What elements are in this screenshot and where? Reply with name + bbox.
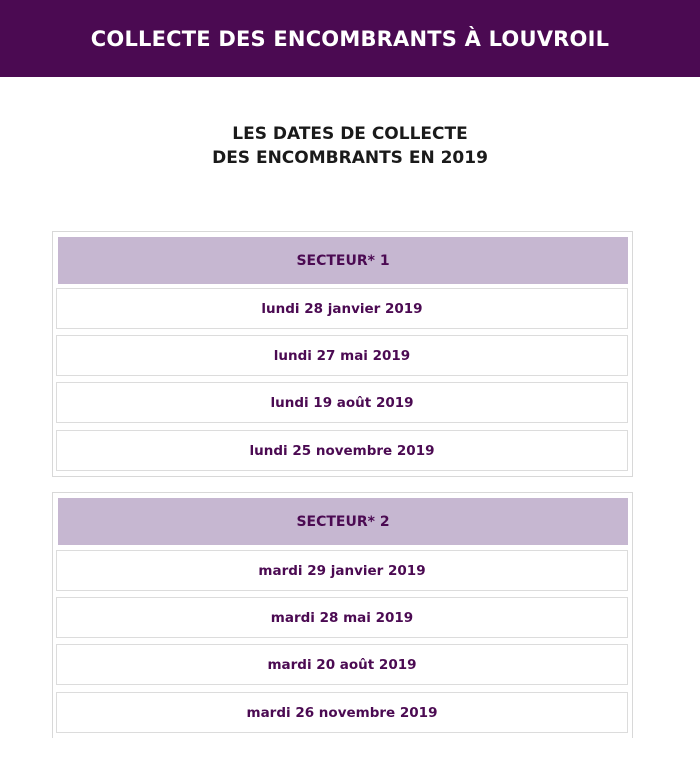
sector-2-date-row: mardi 26 novembre 2019 (56, 692, 628, 733)
sector-1-date-row: lundi 25 novembre 2019 (56, 430, 628, 471)
section-heading-line-2: DES ENCOMBRANTS EN 2019 (212, 148, 488, 168)
sector-1-header: SECTEUR* 1 (58, 237, 628, 284)
page-title: COLLECTE DES ENCOMBRANTS À LOUVROIL (90, 26, 610, 51)
sector-2-header: SECTEUR* 2 (58, 498, 628, 545)
sector-1-table (52, 231, 633, 477)
section-heading-line-1: LES DATES DE COLLECTE (232, 124, 468, 144)
sector-2-date-row: mardi 20 août 2019 (56, 644, 628, 685)
sector-2-table (52, 492, 633, 738)
sector-1-date-row: lundi 28 janvier 2019 (56, 288, 628, 329)
sector-1-date-row: lundi 19 août 2019 (56, 382, 628, 423)
sector-2-date-row: mardi 28 mai 2019 (56, 597, 628, 638)
sector-2-date-row: mardi 29 janvier 2019 (56, 550, 628, 591)
header-banner (0, 0, 700, 77)
sector-1-date-row: lundi 27 mai 2019 (56, 335, 628, 376)
section-heading (0, 122, 700, 170)
